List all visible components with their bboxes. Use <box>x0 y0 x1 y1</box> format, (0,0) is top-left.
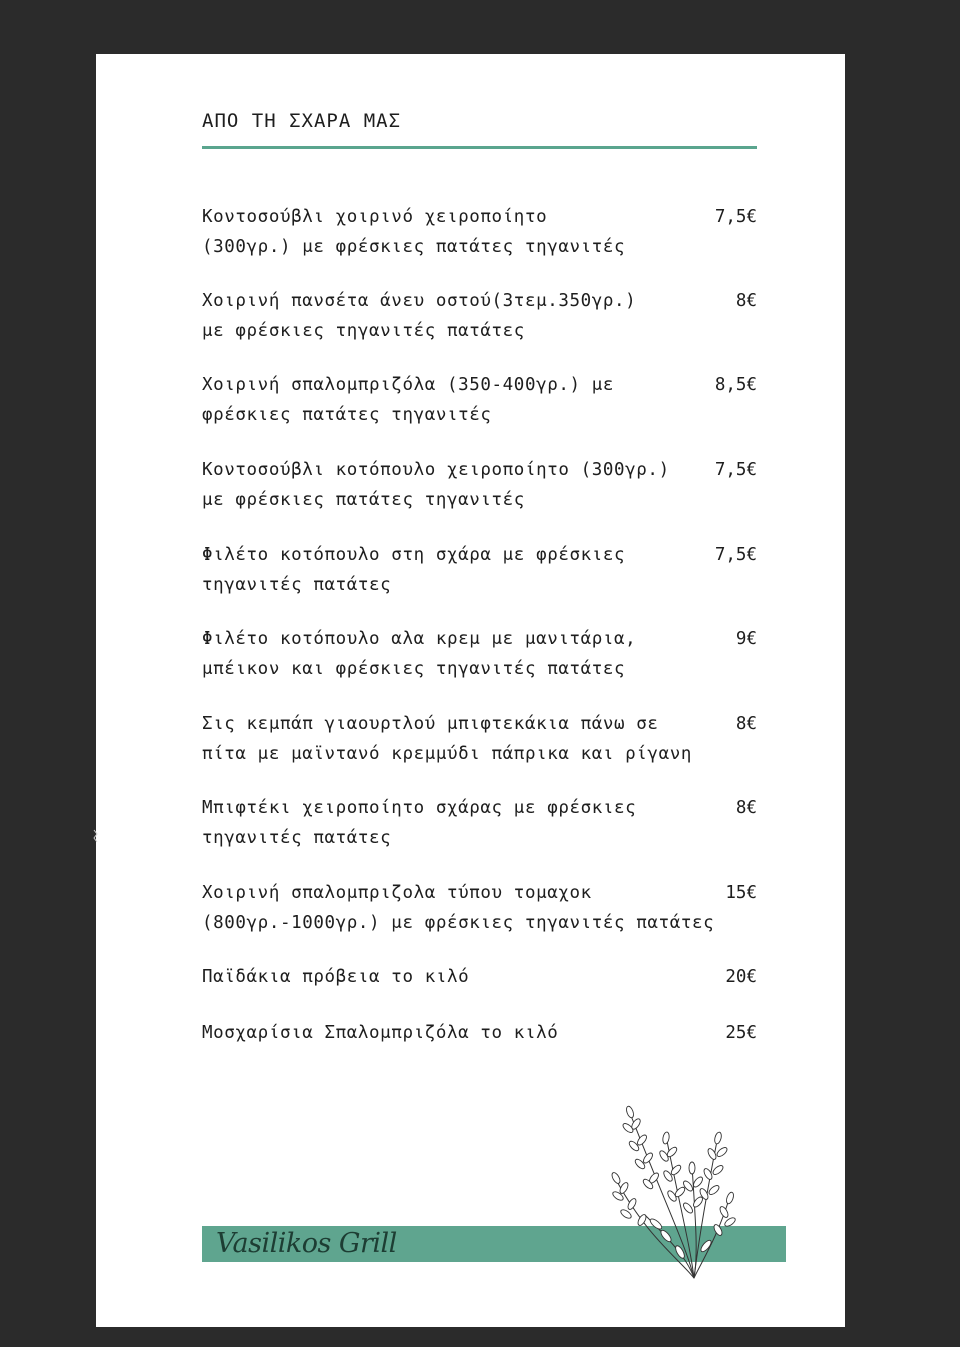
item-name: Χοιρινή σπαλομπριζόλα (350-400γρ.) με φρέσκιες πατάτες τηγανιτές <box>202 375 615 425</box>
item-price: 8€ <box>735 714 757 734</box>
item-name: Μοσχαρίσια Σπαλομπριζόλα το κιλό <box>202 1023 559 1043</box>
item-price: 8€ <box>735 798 757 818</box>
item-price: 8,5€ <box>714 375 757 395</box>
item-name: Μπιφτέκι χειροποίητο σχάρας με φρέσκιες τηγανιτές πατάτες <box>202 798 637 848</box>
item-price: 25€ <box>725 1023 757 1043</box>
item-name: Κοντοσούβλι χοιρινό χειροποίητο (300γρ.) με φρέσκιες πατάτες τηγανιτές <box>202 207 626 257</box>
herb-sprig-icon <box>606 1096 736 1281</box>
item-name: Χοιρινή σπαλομπριζολα τύπου τομαχοκ (800γρ.-1000γρ.) με φρέσκιες τηγανιτές πατάτες <box>202 883 715 933</box>
item-price: 9€ <box>735 629 757 649</box>
item-price: 7,5€ <box>714 545 757 565</box>
item-price: 15€ <box>725 883 757 903</box>
item-name: Παϊδάκια πρόβεια το κιλό <box>202 967 470 987</box>
item-name: Σις κεμπάπ γιαουρτλού μπιφτεκάκια πάνω σε πίτα με μαϊντανό κρεμμύδι πάπρικα και ρίγανη <box>202 714 692 764</box>
brand-logo: Vasilikos Grill <box>216 1228 397 1259</box>
item-name: Φιλέτο κοτόπουλο στη σχάρα με φρέσκιες τηγανιτές πατάτες <box>202 545 626 595</box>
item-price: 8€ <box>735 291 757 311</box>
item-name: Κοντοσούβλι κοτόπουλο χειροποίητο (300γρ.) με φρέσκιες πατάτες τηγανιτές <box>202 460 670 510</box>
edge-mark-icon <box>92 826 98 846</box>
section-title: ΑΠΟ ΤΗ ΣΧΑΡΑ ΜΑΣ <box>202 110 402 132</box>
title-divider <box>202 146 757 149</box>
item-name: Χοιρινή πανσέτα άνευ οστού(3τεμ.350γρ.) με φρέσκιες τηγανιτές πατάτες <box>202 291 637 341</box>
item-name: Φιλέτο κοτόπουλο αλα κρεμ με μανιτάρια, μπέικον και φρέσκιες τηγανιτές πατάτες <box>202 629 637 679</box>
item-price: 7,5€ <box>714 207 757 227</box>
item-price: 20€ <box>725 967 757 987</box>
menu-page <box>96 54 845 1327</box>
item-price: 7,5€ <box>714 460 757 480</box>
